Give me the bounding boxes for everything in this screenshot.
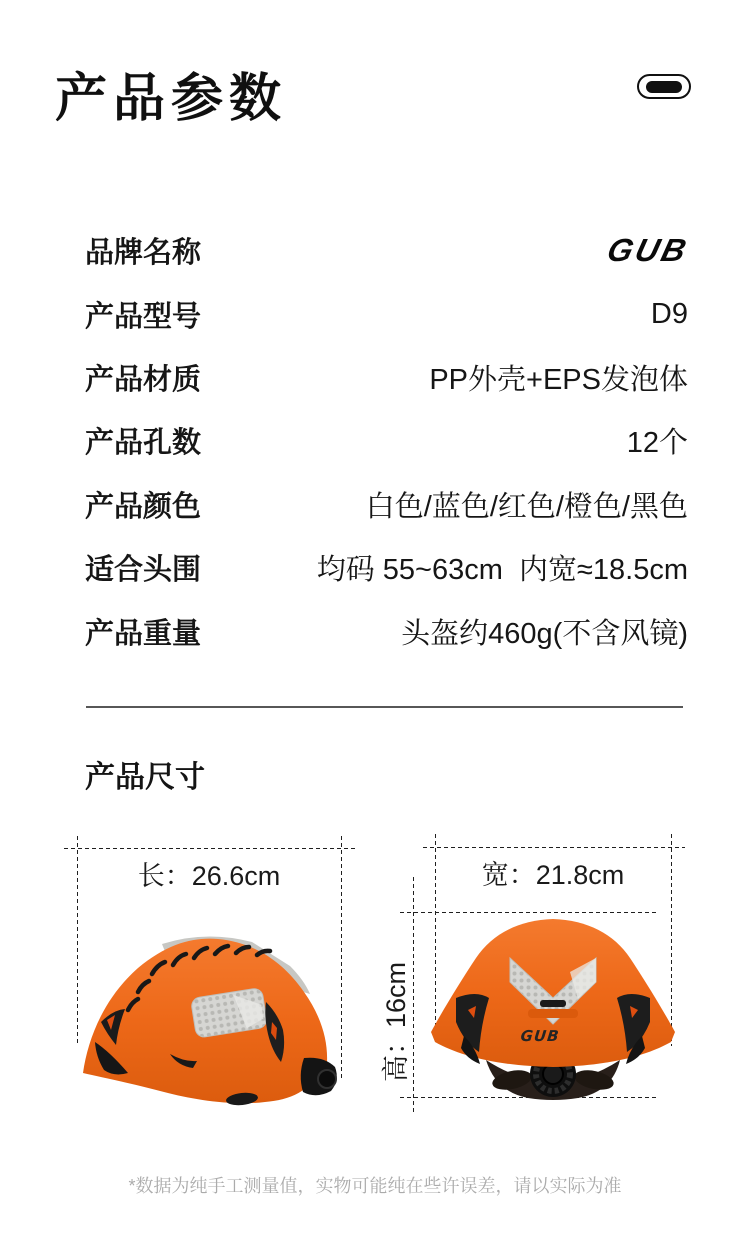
spec-list	[85, 219, 693, 663]
spec-label: 产品重量	[85, 617, 202, 650]
section-title: 产品尺寸	[85, 761, 205, 794]
spec-row	[85, 346, 688, 409]
spec-row	[85, 473, 688, 536]
spec-row	[85, 409, 688, 472]
page-title: 产品参数	[55, 70, 288, 128]
spec-value: PP外壳+EPS发泡体	[429, 363, 688, 396]
spec-row	[85, 599, 688, 662]
spec-label: 产品孔数	[85, 427, 202, 460]
spec-label: 产品型号	[85, 300, 202, 333]
helmet-side-view-image	[76, 930, 344, 1122]
spec-label: 适合头围	[85, 554, 202, 587]
spec-value: 头盔约460g(不含风镜)	[401, 617, 688, 650]
section-divider	[86, 706, 683, 708]
spec-row	[85, 536, 688, 599]
spec-value: D9	[650, 297, 688, 330]
spec-label: 品牌名称	[85, 237, 202, 270]
length-dimension-label: 长：26.6cm	[137, 861, 281, 891]
spec-row	[85, 219, 693, 282]
width-dimension-label: 宽：21.8cm	[481, 860, 625, 890]
length-dimension-top-line	[64, 848, 356, 849]
spec-value: 白色/蓝色/红色/橙色/黑色	[365, 490, 688, 523]
height-dimension-top-line	[400, 912, 656, 913]
spec-value: 均码 55~63cm 内宽≈18.5cm	[316, 554, 688, 587]
helmet-rear-view-image	[420, 914, 686, 1106]
capsule-icon	[637, 74, 691, 99]
disclaimer-note: *数据为纯手工测量值，实物可能纯在些许误差，请以实际为准	[128, 1176, 622, 1196]
spec-label: 产品材质	[85, 363, 202, 396]
brand-logo: GUB	[603, 232, 693, 269]
spec-label: 产品颜色	[85, 490, 202, 523]
width-dimension-top-line	[423, 847, 685, 848]
spec-value: 12个	[626, 427, 688, 460]
rear-helmet-logo-text: GUB	[519, 1027, 561, 1045]
spec-row	[85, 282, 688, 345]
height-dimension-label: 高：16cm	[381, 961, 411, 1083]
capsule-icon-fill	[646, 81, 682, 93]
